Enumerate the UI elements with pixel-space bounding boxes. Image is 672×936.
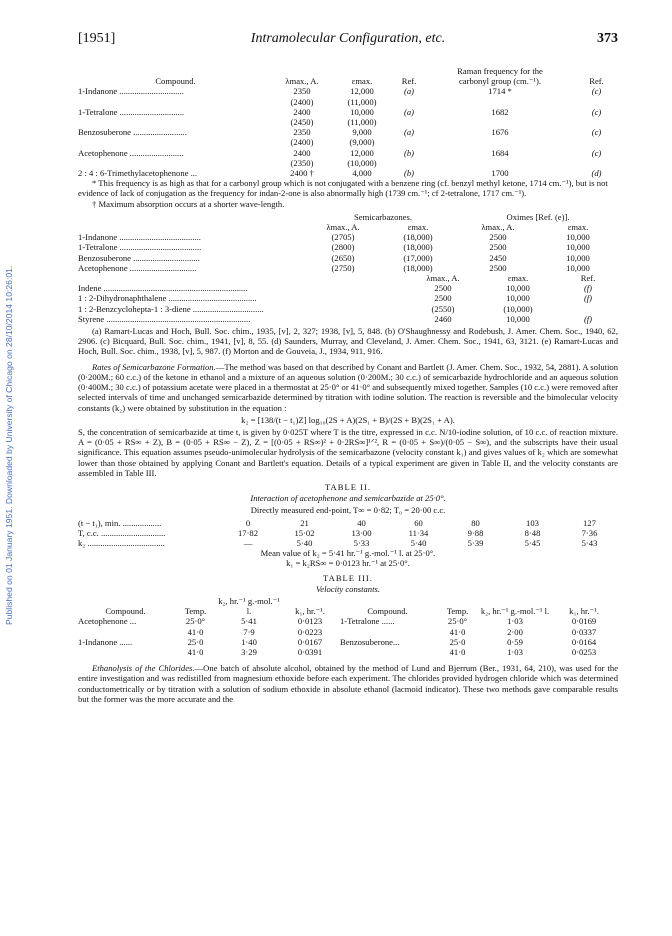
table3-cell: [340, 647, 435, 657]
table-row: [78, 242, 618, 252]
epsilon2-cell: (11,000): [347, 117, 377, 128]
sub2-eps: εmax.: [507, 273, 529, 284]
raman-cell: 1676: [491, 127, 509, 138]
table3-cell: 3·29: [241, 646, 257, 657]
table-row: [78, 232, 618, 242]
ref-cell: (a): [403, 106, 415, 117]
lambda2-cell: (2450): [290, 117, 314, 128]
table3-cell: Acetophenone ...: [78, 616, 137, 627]
col-lambda: λmax., A.: [285, 76, 319, 87]
rates-heading: Rates of Semicarbazone Formation.: [92, 361, 216, 372]
col-compound: Compound.: [155, 76, 196, 87]
group-oximes: Oximes [Ref. (e)].: [506, 211, 570, 222]
value-cell: —: [243, 537, 253, 548]
epsilon2-cell: (11,000): [347, 96, 377, 107]
value-cell: 7·36: [581, 527, 598, 538]
table3-cell: 2·00: [507, 626, 523, 637]
table3-header: k₂, hr.⁻¹ g.-mol.⁻¹ l.: [480, 606, 550, 617]
empty-cell: [393, 97, 425, 107]
running-header: [78, 31, 618, 54]
oxime-eps-cell: 10,000: [566, 252, 590, 263]
table-row: [78, 528, 618, 538]
value-cell: 17·82: [237, 527, 259, 538]
table-row-secondary: [78, 117, 618, 127]
value-cell: 11·34: [408, 527, 429, 538]
table-row: [78, 283, 618, 293]
semicarbazone-eps-cell: (18,000): [403, 262, 433, 273]
table3-cell: 0·0337: [571, 626, 597, 637]
table3-cell: 41·0: [449, 646, 466, 657]
table3-cell: 1·03: [507, 646, 523, 657]
table3-header: Temp.: [446, 606, 469, 617]
compound-cell: Acetophenone ...............................: [78, 262, 197, 273]
lambda-cell: 2400 †: [290, 168, 314, 179]
table3-cell: 0·0169: [571, 616, 597, 627]
table3-cell: 0·0391: [297, 646, 323, 657]
table-row-secondary: [78, 97, 618, 107]
table3-cell: 25·0°: [447, 616, 468, 627]
table3-cell: 1-Tetralone ......: [340, 616, 395, 627]
table3: [78, 596, 618, 657]
empty-cell: [425, 137, 575, 147]
col-raman: carbonyl group (cm.⁻¹).: [458, 76, 542, 87]
table2-k1: k₁ = k₂RS∞ = 0·0123 hr.⁻¹ at 25·0°.: [286, 558, 410, 569]
raman-ref-cell: (d): [591, 168, 602, 179]
compound-cell: 1 : 2-Benzcyclohepta-1 : 3-diene .................................: [78, 303, 264, 314]
table-row: [78, 304, 618, 314]
col-ref: Ref.: [401, 76, 417, 87]
references: (a) Ramart-Lucas and Hoch, Bull. Soc. chim., 1935, [v], 2, 327; 1938, [v], 5, 848. (b) O'Shaughnessy and Rodebush, J. Amer. Chem. Soc., 1940, 62, 2906. (c) Bicquard, Bull. Soc. chim., 1941, [v], 8, 55. (d) Saunders, Murray, and Cleveland, J. Amer. Chem. Soc., 1941, 63, 3121. (e) Ramart-Lucas and Hoch, Bull. Soc. chim., 1938, [v], 5, 987. (f) Morton and de Gouveia, J., 1934, 911, 916.: [78, 326, 618, 357]
compound-cell: Indene ...................................................................: [78, 283, 248, 294]
epsilon2-cell: (9,000): [349, 137, 375, 148]
empty-cell: [78, 117, 273, 127]
page: [78, 31, 619, 704]
value-cell: 5·33: [353, 537, 370, 548]
compound-cell: 1 : 2-Dihydronaphthalene .........................................: [78, 293, 257, 304]
header-year: [1951]: [78, 31, 116, 46]
table3-caption: TABLE III.: [323, 572, 373, 583]
table3-cell: [340, 627, 435, 637]
oxime-lambda-cell: 2500: [489, 242, 507, 253]
table3-cell: Benzosuberone...: [340, 636, 400, 647]
ref-cell: (f): [583, 283, 593, 294]
empty-cell: [393, 158, 425, 168]
eps-cell: 10,000: [506, 293, 530, 304]
table3-cell: 7·9: [243, 626, 255, 637]
table3-cell: [78, 647, 173, 657]
footnote-star: * This frequency is as high as that for a carbonyl group which is not conjugated with a benzene ring (cf. benzyl methyl ketone, 1714 cm.⁻¹), but is not evidence of lack of conjugation as the frequency for indan-2-one is also abnormally high (1739 cm.⁻¹; cf 2-tetralone, 1717 cm.⁻¹).: [78, 178, 608, 199]
empty-cell: [575, 117, 618, 127]
value-cell: 5·40: [296, 537, 313, 548]
sub2-ref: Ref.: [580, 273, 596, 284]
raman-cell: 1682: [491, 106, 509, 117]
oxime-eps-cell: 10,000: [566, 232, 590, 243]
table3-cell: 25·0: [449, 636, 466, 647]
table-semicarbazones-oximes: [78, 212, 618, 273]
empty-cell: [425, 97, 575, 107]
raman-ref-cell: (c): [591, 106, 602, 117]
oxime-eps-cell: 10,000: [566, 262, 590, 273]
table2-caption: TABLE II.: [324, 481, 372, 492]
lambda-cell: 2350: [293, 127, 311, 138]
value-cell: 40: [357, 517, 366, 528]
semicarbazone-lambda-cell: (2650): [331, 252, 355, 263]
compound-cell: Acetophenone .........................: [78, 147, 184, 158]
ethanolysis-heading: Ethanolysis of the Chlorides.: [92, 663, 195, 674]
ref-cell: (a): [403, 127, 415, 138]
table3-header: k₁, hr.⁻¹.: [569, 606, 599, 617]
table-absorption-raman: [78, 66, 618, 178]
table-row: [78, 107, 618, 117]
table3-header-row: [78, 596, 618, 616]
lambda2-cell: (2400): [290, 137, 314, 148]
raman-ref-cell: (c): [591, 86, 602, 97]
empty-cell: [78, 158, 273, 168]
table-row: [78, 168, 618, 178]
table-row: [78, 314, 618, 324]
epsilon-cell: 4,000: [352, 168, 372, 179]
table3-header: Compound.: [105, 606, 146, 617]
ethanolysis-paragraph: [78, 663, 618, 704]
semicarbazone-lambda-cell: (2705): [331, 232, 355, 243]
col-ref2: Ref.: [589, 76, 604, 87]
semicarbazone-lambda-cell: (2750): [331, 262, 355, 273]
oxime-lambda-cell: 2500: [489, 232, 507, 243]
epsilon-cell: 12,000: [350, 86, 374, 97]
eps-cell: 10,000: [506, 283, 530, 294]
value-cell: 21: [300, 517, 309, 528]
compound-cell: Benzosuberone ...............................: [78, 252, 200, 263]
raman-ref-cell: (c): [591, 147, 602, 158]
table3-cell: 0·0164: [571, 636, 597, 647]
empty-cell: [78, 137, 273, 147]
lambda-cell: 2500: [434, 293, 452, 304]
row-label: T, c.c. ..............................: [78, 527, 166, 538]
footnote-dagger: † Maximum absorption occurs at a shorter wave-length.: [92, 198, 285, 209]
table3-header: k₁, hr.⁻¹.: [295, 606, 325, 617]
table-hydrocarbons: [78, 273, 618, 324]
table3-cell: 0·59: [507, 636, 523, 647]
empty-cell: [78, 97, 273, 107]
value-cell: 0: [245, 517, 251, 528]
semicarbazone-eps-cell: (18,000): [403, 242, 433, 253]
table-row: [78, 263, 618, 273]
raman-header-line1: Raman frequency for the: [457, 66, 543, 76]
table3-header: Temp.: [184, 606, 207, 617]
lambda-cell: 2400: [293, 147, 311, 158]
sub-lambda-1: λmax., A.: [326, 222, 360, 233]
eps-cell: 10,000: [506, 313, 530, 324]
sub-eps-1: εmax.: [407, 222, 429, 233]
ref-cell: (b): [403, 168, 415, 179]
compound-cell: 1-Tetralone ......................................: [78, 242, 202, 253]
epsilon2-cell: (10,000): [347, 157, 377, 168]
table-row: [78, 86, 618, 96]
ref-cell: (b): [403, 147, 415, 158]
compound-cell: 1-Indanone ..............................: [78, 86, 184, 97]
lambda2-cell: (2350): [290, 157, 314, 168]
value-cell: 5·45: [524, 537, 541, 548]
col-epsilon: εmax.: [351, 76, 373, 87]
row-label: (t − t₁), min. ..................: [78, 517, 162, 528]
empty-cell: [425, 158, 575, 168]
table3-cell: 41·0: [187, 626, 204, 637]
rates-paragraph: [78, 362, 618, 413]
table3-header: Compound.: [367, 606, 408, 617]
empty-cell: [393, 137, 425, 147]
table2-mean: Mean value of k₂ = 5·41 hr.⁻¹ g.-mol.⁻¹ l. at 25·0°.: [260, 548, 436, 559]
ethanolysis-text: —One batch of absolute alcohol, obtained by the method of Lund and Bjerrum (Ber., 1931, 64, 210), was used for the entire investigation and was redistilled from magnesium ethoxide before each experiment. The chlorides provided hydrogen chloride which was determined conductometrically or by titration with a solution of sodium ethoxide in absolute ethanol (lacmoid indicator). These two methods gave comparable results but the former was the more accurate and the: [78, 663, 619, 704]
table-row: [78, 293, 618, 303]
table3-cell: 41·0: [187, 646, 204, 657]
eps-cell: (10,000): [503, 303, 533, 314]
table3-cell: 25·0: [187, 636, 204, 647]
compound-cell: 1-Tetralone ..............................: [78, 106, 185, 117]
table3-cell: 5·41: [241, 616, 257, 627]
compound-cell: Styrene ...................................................................: [78, 313, 251, 324]
table2: [78, 518, 618, 549]
lambda2-cell: (2400): [290, 96, 314, 107]
table-row: [78, 538, 618, 548]
ref-cell: [558, 304, 618, 314]
value-cell: 80: [471, 517, 480, 528]
lambda-cell: 2460: [434, 313, 452, 324]
table3-cell: 1-Indanone ......: [78, 636, 133, 647]
ref-cell: (f): [583, 293, 593, 304]
oxime-eps-cell: 10,000: [566, 242, 590, 253]
value-cell: 5·40: [410, 537, 427, 548]
table3-cell: 1·40: [241, 636, 257, 647]
semicarbazone-eps-cell: (18,000): [403, 232, 433, 243]
value-cell: 5·43: [581, 537, 598, 548]
compound-cell: 1-Indanone ......................................: [78, 232, 201, 243]
rates-text2: S, the concentration of semicarbazide at time t, is given by 0·025T where T is the titre, expressed in c.c. N/10-iodine solution, of 10 c.c. of reaction mixture. A = (0·05 + RS∞ + Z), B = (0·05 + RS∞ − Z), Z = [(0·05 + RS∞)² + 0·2RS∞]¹ᐟ², R = (0·05 + S∞)/(0·05 − S∞), and the subscripts have their usual significance. This equation assumes pseudo-unimolecular hydrolysis of the semicarbazone (velocity constant k₁) and gives values of k₂ which are somewhat lower than those obtained by applying Conant and Bartlett's equation. Details of a typical experiment are given in Table II, and the velocity constants are assembled in Table III.: [78, 426, 618, 478]
table-row: [78, 148, 618, 158]
table3-cell: 0·0123: [297, 616, 323, 627]
raman-cell: 1700: [491, 168, 509, 179]
table-row: [78, 637, 618, 647]
table2-title: Interaction of acetophenone and semicarbazide at 25·0°.: [250, 493, 446, 504]
group-semicarbazones: Semicarbazones.: [354, 211, 412, 222]
epsilon-cell: 9,000: [352, 127, 372, 138]
sub-lambda-2: λmax., A.: [481, 222, 515, 233]
compound-cell: 2 : 4 : 6-Trimethylacetophenone ...: [78, 168, 198, 179]
ref-cell: (a): [403, 86, 415, 97]
ref-cell: (f): [583, 313, 593, 324]
value-cell: 13·00: [351, 527, 372, 538]
rates-text1: —The method was based on that described by Conant and Bartlett (J. Amer. Chem. Soc., 1932, 54, 2881). A solution (0·200M.; 60 c.c.) of the ketone in ethanol and a mixture of an aqueous solution (0·200M.; 30 c.c.) of semicarbazide hydrochloride and an aqueous solution (0·400M.; 30 c.c.) of potassium acetate were placed in a thermostat at 25·0° or 41·0° and subsequently mixed together. Samples (10 c.c.) were removed after selected intervals of time and unchanged semicarbazide determined by titration with iodine solution. The reaction is reversible and the bimolecular velocity constants (k₂) were obtained by substitution in the equation :: [78, 361, 619, 413]
lambda-cell: 2400: [293, 106, 311, 117]
value-cell: 9·88: [467, 527, 484, 538]
raman-ref-cell: (c): [591, 127, 602, 138]
oxime-lambda-cell: 2450: [489, 252, 507, 263]
table3-cell: 1·03: [507, 616, 523, 627]
value-cell: 60: [414, 517, 423, 528]
page-number: 373: [597, 31, 618, 46]
compound-cell: Benzosuberone .........................: [78, 127, 187, 138]
table-row-secondary: [78, 158, 618, 168]
row-label: k₂ ....................................: [78, 537, 165, 548]
value-cell: 8·48: [524, 527, 541, 538]
raman-cell: 1684: [491, 147, 509, 158]
value-cell: 127: [583, 517, 596, 528]
table-row: [78, 127, 618, 137]
value-cell: 15·02: [294, 527, 315, 538]
value-cell: 103: [526, 517, 539, 528]
lambda-cell: 2500: [434, 283, 452, 294]
table-row-secondary: [78, 137, 618, 147]
empty-cell: [575, 97, 618, 107]
raman-cell: 1714 *: [488, 86, 512, 97]
semicarbazone-eps-cell: (17,000): [403, 252, 433, 263]
table3-cell: 41·0: [449, 626, 466, 637]
sub2-lambda: λmax., A.: [426, 273, 460, 284]
table-row: [78, 627, 618, 637]
value-cell: 5·39: [467, 537, 484, 548]
table-row: [78, 253, 618, 263]
empty-cell: [575, 137, 618, 147]
lambda-cell: 2350: [293, 86, 311, 97]
table-row: [78, 518, 618, 528]
semicarbazone-lambda-cell: (2800): [331, 242, 355, 253]
empty-cell: [425, 117, 575, 127]
empty-cell: [575, 158, 618, 168]
table3-cell: 0·0253: [571, 646, 597, 657]
sub-eps-2: εmax.: [567, 222, 589, 233]
table3-cell: 0·0223: [297, 626, 323, 637]
table3-title: Velocity constants.: [316, 583, 380, 594]
empty-cell: [393, 117, 425, 127]
table3-cell: 0·0167: [297, 636, 323, 647]
table-row: [78, 647, 618, 657]
download-watermark: Published on 01 January 1951. Downloaded by University of Chicago on 28/10/2014 10:26:01.: [4, 265, 14, 625]
table3-cell: [78, 627, 173, 637]
table3-cell: 25·0°: [185, 616, 206, 627]
table-row: [78, 616, 618, 626]
header-title: Intramolecular Configuration, etc.: [250, 31, 446, 46]
epsilon-cell: 12,000: [350, 147, 374, 158]
lambda-cell: (2550): [431, 303, 455, 314]
table3-header: k₂, hr.⁻¹ g.-mol.⁻¹ l.: [218, 595, 280, 617]
oxime-lambda-cell: 2500: [489, 262, 507, 273]
epsilon-cell: 10,000: [350, 106, 374, 117]
table2-subtitle: Directly measured end-point, T∞ = 0·82; T₀ = 20·00 c.c.: [250, 505, 446, 516]
rate-equation: k₂ = [138/(t − t₁)Z] log₁₀(2S + A)(2S₁ + B)/(2S + B)(2S₁ + A).: [241, 414, 455, 425]
